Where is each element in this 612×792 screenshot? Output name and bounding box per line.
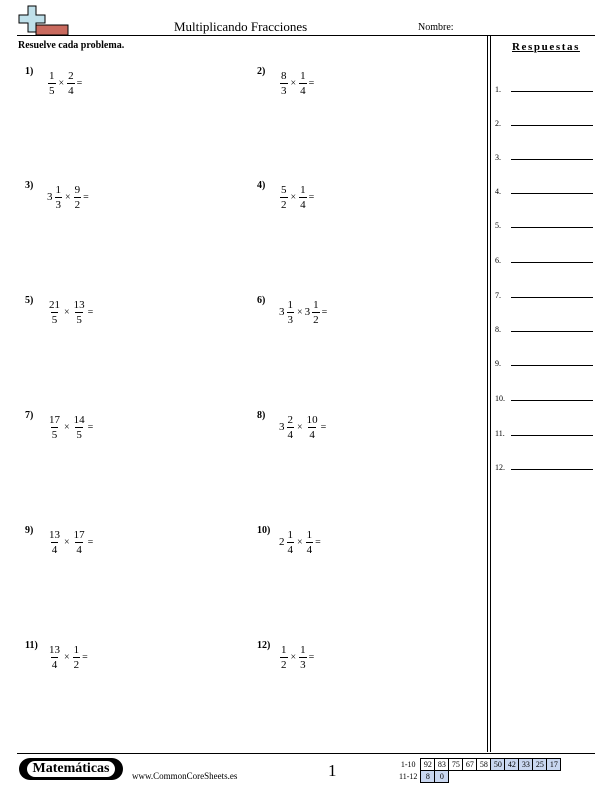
fraction: [287, 414, 295, 441]
problem-item: [25, 410, 225, 450]
problem-number: 12): [257, 640, 271, 651]
fraction-denominator: 2: [281, 658, 287, 671]
whole-number: 3: [47, 191, 53, 203]
problem-item: [25, 525, 225, 565]
answer-row: [495, 424, 595, 438]
page-title: Multiplicando Fracciones: [174, 19, 308, 34]
score-cell: 0: [435, 771, 449, 783]
answer-column-divider: [487, 36, 488, 752]
problem-expression: [47, 295, 93, 329]
fraction-denominator: 5: [76, 428, 82, 441]
fraction: [74, 184, 82, 211]
score-cell: 17: [547, 759, 561, 771]
fraction-denominator: 5: [76, 313, 82, 326]
problem-number: 1): [25, 66, 34, 77]
fraction-denominator: 4: [287, 428, 293, 441]
answer-row: [495, 251, 595, 265]
fraction: [73, 644, 81, 671]
equals-sign: =: [308, 191, 315, 203]
problem-expression: [279, 410, 326, 444]
score-range-label: 1-10: [400, 760, 416, 769]
score-cell: 75: [449, 759, 463, 771]
fraction-denominator: 4: [51, 543, 58, 556]
answer-row: [495, 458, 595, 472]
score-row: [397, 759, 561, 771]
fraction-denominator: 3: [55, 198, 61, 211]
whole-number: 3: [279, 421, 285, 433]
problem-expression: [47, 525, 93, 559]
answer-blank[interactable]: [511, 227, 593, 228]
answer-number: 6.: [495, 256, 501, 265]
problem-number: 5): [25, 295, 34, 306]
answer-number: 11.: [495, 429, 505, 438]
subject-badge: [19, 758, 123, 780]
fraction-denominator: 5: [49, 84, 55, 97]
score-cell: 58: [477, 759, 491, 771]
fraction-numerator: 17: [73, 528, 85, 541]
answer-number: 4.: [495, 187, 501, 196]
header-divider: [17, 35, 595, 36]
fraction-numerator: 13: [73, 298, 85, 311]
fraction-denominator: 4: [287, 543, 293, 556]
footer-url: www.CommonCoreSheets.es: [132, 771, 238, 781]
plus-logo-icon: [18, 5, 70, 37]
times-sign: ×: [64, 651, 70, 663]
fraction-numerator: 2: [287, 413, 293, 426]
fraction-denominator: 5: [51, 428, 58, 441]
problem-number: 4): [257, 180, 266, 191]
equals-sign: =: [87, 421, 94, 433]
problem-item: [257, 525, 457, 565]
score-cell: 83: [435, 759, 449, 771]
fraction-numerator: 5: [281, 183, 287, 196]
problem-number: 6): [257, 295, 266, 306]
fraction: [48, 299, 61, 326]
fraction-numerator: 8: [281, 69, 287, 82]
answer-row: [495, 114, 595, 128]
score-cell: 50: [491, 759, 505, 771]
fraction-numerator: 14: [73, 413, 85, 426]
fraction-numerator: 21: [49, 298, 60, 311]
instructions: Resuelve cada problema.: [18, 40, 125, 51]
problem-number: 11): [25, 640, 38, 651]
answer-row: [495, 286, 595, 300]
equals-sign: =: [308, 77, 315, 89]
times-sign: ×: [65, 191, 71, 203]
whole-number: 3: [279, 306, 285, 318]
subject-badge-label: Matemáticas: [27, 761, 116, 777]
fraction: [48, 70, 56, 97]
problem-number: 2): [257, 66, 266, 77]
fraction: [306, 529, 314, 556]
problem-number: 3): [25, 180, 34, 191]
equals-sign: =: [315, 536, 321, 548]
equals-sign: =: [87, 536, 94, 548]
answer-blank[interactable]: [511, 400, 593, 401]
problem-number: 10): [257, 525, 271, 536]
score-cell: 25: [533, 759, 547, 771]
fraction: [287, 299, 295, 326]
fraction-denominator: 5: [51, 313, 58, 326]
times-sign: ×: [290, 651, 297, 663]
problem-item: [257, 66, 457, 106]
fraction: [280, 644, 288, 671]
problem-item: [25, 180, 225, 220]
fraction-denominator: 2: [313, 313, 319, 326]
score-cell: 8: [421, 771, 435, 783]
fraction-numerator: 1: [313, 298, 319, 311]
fraction: [280, 184, 288, 211]
fraction-numerator: 1: [306, 528, 313, 541]
score-cell: 67: [463, 759, 477, 771]
fraction-denominator: 2: [73, 658, 80, 671]
answer-number: 9.: [495, 359, 501, 368]
problem-expression: [47, 66, 82, 100]
answer-blank[interactable]: [511, 262, 593, 263]
times-sign: ×: [58, 77, 65, 89]
fraction-numerator: 1: [49, 69, 55, 82]
times-sign: ×: [290, 77, 297, 89]
fraction: [73, 299, 86, 326]
fraction-numerator: 1: [73, 643, 80, 656]
problem-number: 9): [25, 525, 34, 536]
fraction-denominator: 4: [76, 543, 82, 556]
answer-number: 7.: [495, 291, 501, 300]
equals-sign: =: [87, 306, 94, 318]
answer-column-divider: [490, 36, 491, 752]
answer-number: 5.: [495, 221, 501, 230]
fraction: [299, 644, 307, 671]
problem-expression: [279, 640, 314, 674]
score-cell: 42: [505, 759, 519, 771]
fraction: [299, 184, 307, 211]
fraction-numerator: 13: [49, 643, 60, 656]
answer-blank[interactable]: [511, 331, 593, 332]
answer-blank[interactable]: [511, 365, 593, 366]
score-row: [397, 771, 561, 783]
problem-item: [25, 66, 225, 106]
problem-expression: [279, 180, 314, 214]
fraction: [73, 529, 86, 556]
answer-row: [495, 354, 595, 368]
answer-number: 1.: [495, 85, 501, 94]
answer-blank[interactable]: [511, 297, 593, 298]
problem-item: [25, 295, 225, 335]
answer-number: 3.: [495, 153, 501, 162]
fraction-denominator: 4: [68, 84, 74, 97]
answer-blank[interactable]: [511, 125, 593, 126]
fraction-denominator: 4: [300, 198, 306, 211]
fraction-numerator: 17: [49, 413, 60, 426]
fraction-denominator: 2: [281, 198, 287, 211]
score-range-label: 11-12: [399, 772, 418, 781]
problem-expression: [279, 525, 321, 559]
fraction-numerator: 2: [68, 69, 74, 82]
problem-expression: [47, 640, 88, 674]
times-sign: ×: [64, 536, 70, 548]
footer-divider: [17, 753, 595, 754]
problem-item: [257, 295, 457, 335]
problem-number: 7): [25, 410, 34, 421]
fraction-numerator: 1: [287, 298, 293, 311]
fraction: [299, 70, 307, 97]
fraction-numerator: 1: [300, 183, 306, 196]
fraction: [48, 529, 61, 556]
fraction-denominator: 3: [281, 84, 287, 97]
times-sign: ×: [297, 306, 303, 318]
fraction-denominator: 4: [51, 658, 58, 671]
answer-row: [495, 80, 595, 94]
score-table: [397, 758, 561, 783]
equals-sign: =: [321, 306, 328, 318]
equals-sign: =: [320, 421, 327, 433]
fraction: [287, 529, 295, 556]
answer-number: 12.: [495, 463, 505, 472]
answer-row: [495, 216, 595, 230]
answer-blank[interactable]: [511, 469, 593, 470]
times-sign: ×: [297, 421, 303, 433]
equals-sign: =: [82, 651, 88, 663]
answer-row: [495, 182, 595, 196]
times-sign: ×: [64, 306, 70, 318]
fraction: [48, 414, 61, 441]
fraction-numerator: 1: [55, 183, 61, 196]
answer-blank[interactable]: [511, 159, 593, 160]
fraction: [306, 414, 319, 441]
times-sign: ×: [297, 536, 303, 548]
answer-number: 10.: [495, 394, 505, 403]
fraction-numerator: 10: [306, 413, 318, 426]
fraction-numerator: 1: [281, 643, 287, 656]
equals-sign: =: [308, 651, 315, 663]
whole-number: 3: [304, 306, 311, 318]
fraction-numerator: 1: [287, 528, 293, 541]
page-number: 1: [328, 761, 337, 780]
problem-item: [25, 640, 225, 680]
times-sign: ×: [290, 191, 297, 203]
problem-expression: [279, 66, 314, 100]
fraction-denominator: 3: [287, 313, 293, 326]
answer-row: [495, 148, 595, 162]
answer-row: [495, 389, 595, 403]
score-cell: 33: [519, 759, 533, 771]
fraction: [73, 414, 86, 441]
fraction-denominator: 4: [306, 543, 313, 556]
whole-number: 2: [279, 536, 285, 548]
answer-blank[interactable]: [511, 91, 593, 92]
equals-sign: =: [76, 77, 83, 89]
fraction-denominator: 3: [300, 658, 306, 671]
problem-item: [257, 410, 457, 450]
answer-row: [495, 320, 595, 334]
fraction: [67, 70, 75, 97]
fraction-numerator: 1: [300, 69, 306, 82]
answer-number: 8.: [495, 325, 501, 334]
answer-blank[interactable]: [511, 435, 593, 436]
score-cell: 92: [421, 759, 435, 771]
answers-title: Respuestas: [512, 41, 580, 53]
answer-blank[interactable]: [511, 193, 593, 194]
problem-expression: [47, 180, 89, 214]
fraction-denominator: 4: [300, 84, 306, 97]
name-label: Nombre:: [418, 22, 454, 33]
answer-number: 2.: [495, 119, 501, 128]
fraction-numerator: 9: [74, 183, 81, 196]
fraction-numerator: 13: [49, 528, 60, 541]
problem-number: 8): [257, 410, 266, 421]
problem-item: [257, 180, 457, 220]
fraction-denominator: 2: [74, 198, 81, 211]
problem-item: [257, 640, 457, 680]
fraction: [280, 70, 288, 97]
problem-expression: [47, 410, 93, 444]
problem-expression: [279, 295, 327, 329]
fraction: [312, 299, 320, 326]
fraction: [55, 184, 63, 211]
times-sign: ×: [64, 421, 70, 433]
fraction-numerator: 1: [300, 643, 306, 656]
fraction-denominator: 4: [309, 428, 315, 441]
equals-sign: =: [83, 191, 89, 203]
fraction: [48, 644, 61, 671]
